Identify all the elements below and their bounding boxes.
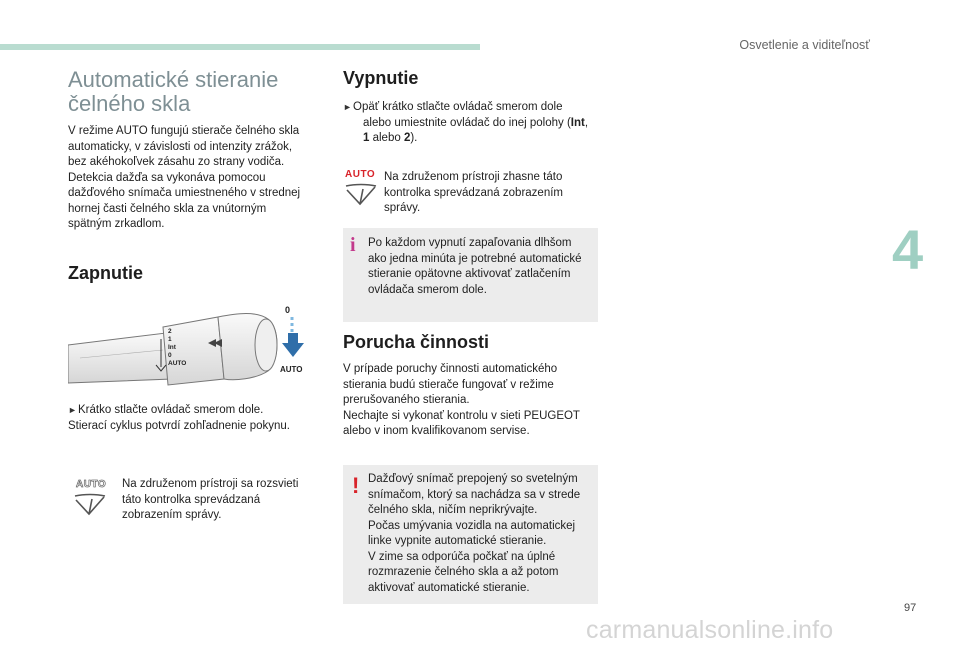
switch-on-instruction: ►Krátko stlačte ovládač smerom dole. Stierací cyklus potvrdí zohľadnenie pokynu.: [68, 404, 290, 432]
section-title: Osvetlenie a viditeľnosť: [739, 38, 870, 52]
malfunction-description: V prípade poruchy činnosti automatického stierania budú stierače fungovať v režime prerušovaného stierania. Nechajte si vykonať kontrolu v sieti PEUGEOT alebo v inom kvalifikovanom servise.: [343, 363, 580, 437]
arrow-bullet-icon: ►: [343, 102, 352, 112]
switch-on-heading: Zapnutie: [68, 263, 143, 283]
auto-indicator-on-text: Na združenom prístroji sa rozsvieti táto kontrolka sprevádzaná zobrazením správy.: [122, 478, 299, 521]
switch-off-heading: Vypnutie: [343, 68, 419, 88]
stalk-position-labels: 2 1 Int 0 AUTO: [168, 328, 187, 367]
page-number: 97: [904, 602, 917, 614]
auto-indicator-on: [68, 478, 108, 518]
header-accent-bar: [0, 44, 480, 50]
wiper-stalk-drawing: [68, 303, 318, 391]
main-heading-line2: čelného skla: [68, 91, 191, 116]
chapter-number: 4: [892, 218, 924, 281]
auto-label: AUTO: [345, 169, 376, 180]
auto-label: AUTO: [76, 479, 107, 490]
arrow-bullet-icon: ►: [68, 405, 77, 415]
warning-icon: !: [352, 473, 360, 498]
wiper-icon: [343, 182, 379, 208]
main-heading-line1: Automatické stieranie: [68, 67, 279, 92]
info-text: Po každom vypnutí zapaľovania dlhšom ako jedna minúta je potrebné automatické stieranie opätovne aktivovať zatlačením ovládača smerom dole.: [368, 237, 582, 296]
switch-off-instruction: ►Opäť krátko stlačte ovládač smerom dole alebo umiestnite ovládač do inej polohy (Int, 1 alebo 2).: [343, 101, 589, 144]
wiper-stalk-illustration: [68, 303, 318, 391]
stalk-top-label: 0: [285, 305, 291, 315]
stalk-bottom-label: AUTO: [280, 365, 303, 374]
wiper-icon: [72, 492, 108, 518]
auto-indicator-off: [343, 170, 383, 210]
watermark: carmanualsonline.info: [586, 616, 834, 644]
down-arrow-icon: [282, 333, 304, 357]
auto-wipe-description: V režime AUTO fungujú stierače čelného skla automaticky, v závislosti od intenzity zrážok, bez akéhokoľvek zásahu zo strany vodiča. Detekcia dažďa sa vykonáva pomocou dažďového snímača umiestneného v strednej hornej časti čelného skla za vnútorným spätným zrkadlom.: [68, 125, 301, 230]
main-heading: [68, 68, 338, 116]
warning-box: [343, 465, 598, 604]
malfunction-heading: Porucha činnosti: [343, 332, 490, 352]
warning-text: Dažďový snímač prepojený so svetelným snímačom, ktorý sa nachádza sa v strede čelného skla, ničím neprikrývajte. Počas umývania vozidla na automatickej linke vypnite automatické stieranie. V zime sa odporúča počkať na úplné rozmrazenie čelného skla a až potom aktivovať automatické stieranie.: [368, 473, 581, 594]
auto-indicator-off-text: Na združenom prístroji zhasne táto kontrolka sprevádzaná zobrazením správy.: [384, 171, 563, 214]
info-box: [343, 228, 598, 322]
info-icon: i: [350, 234, 356, 256]
